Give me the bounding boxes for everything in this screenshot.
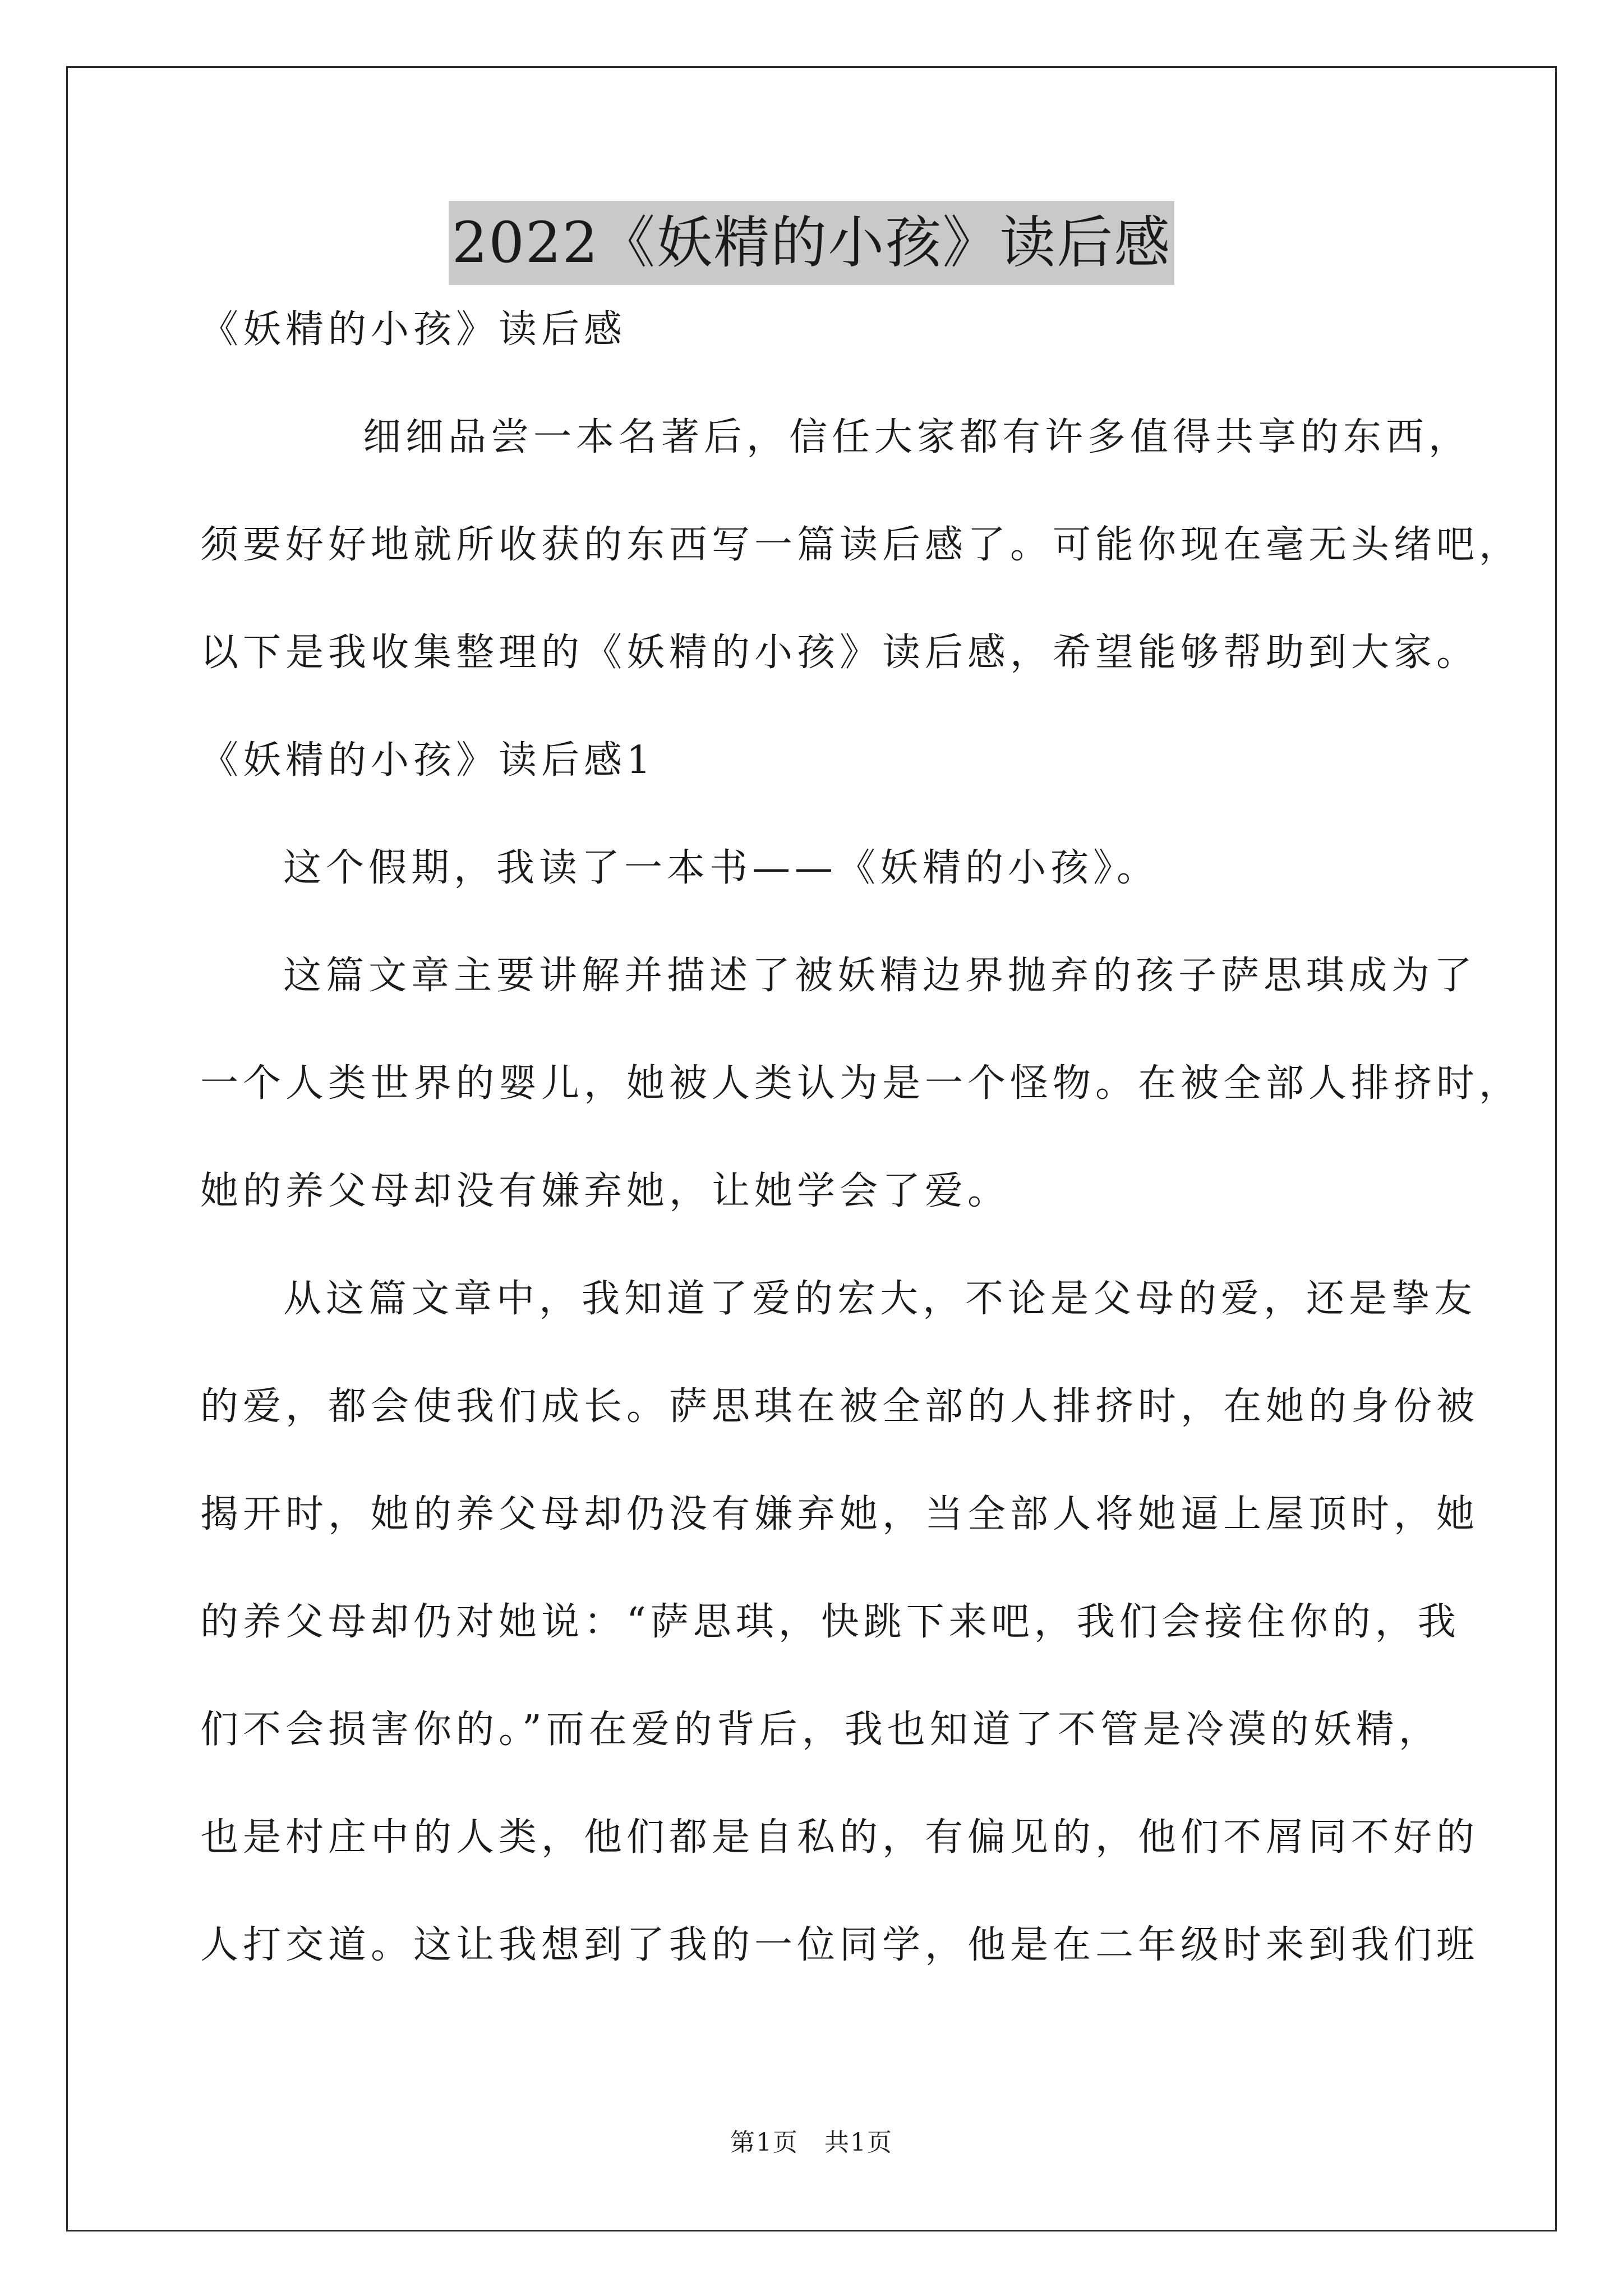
subtitle-line: 《妖精的小孩》读后感 — [200, 307, 627, 352]
text-line: 一个人类世界的婴儿，她被人类认为是一个怪物。在被全部人排挤时， — [200, 1061, 1522, 1106]
document-title: 2022《妖精的小孩》读后感 — [449, 201, 1175, 285]
text-line: 的爱，都会使我们成长。萨思琪在被全部的人排挤时，在她的身份被 — [200, 1384, 1479, 1429]
text-line: 们不会损害你的。”而在爱的背后，我也知道了不管是冷漠的妖精， — [200, 1708, 1441, 1752]
text-line: 也是村庄中的人类，他们都是自私的，有偏见的，他们不屑同不好的 — [200, 1815, 1479, 1860]
text-line: 以下是我收集整理的《妖精的小孩》读后感，希望能够帮助到大家。 — [200, 631, 1479, 675]
text-line: 须要好好地就所收获的东西写一篇读后感了。可能你现在毫无头绪吧， — [200, 523, 1522, 567]
text-line: 细细品尝一本名著后，信任大家都有许多值得共享的东西， — [363, 415, 1472, 459]
text-line: 她的养父母却没有嫌弃她，让她学会了爱。 — [200, 1169, 1011, 1213]
page-footer: 第1页 共1页 — [730, 2128, 893, 2157]
text-line: 从这篇文章中，我知道了爱的宏大，不论是父母的爱，还是挚友 — [283, 1277, 1477, 1321]
document-body — [200, 307, 1522, 2031]
section-heading: 《妖精的小孩》读后感1 — [200, 738, 656, 783]
text-line: 的养父母却仍对她说：“萨思琪，快跳下来吧，我们会接住你的，我 — [200, 1600, 1460, 1644]
title-area — [0, 201, 1623, 285]
text-line: 这篇文章主要讲解并描述了被妖精边界抛弃的孩子萨思琪成为了 — [283, 954, 1477, 998]
text-line: 揭开时，她的养父母却仍没有嫌弃她，当全部人将她逼上屋顶时，她 — [200, 1492, 1479, 1536]
text-line: 人打交道。这让我想到了我的一位同学，他是在二年级时来到我们班 — [200, 1923, 1479, 1967]
text-line: 这个假期，我读了一本书——《妖精的小孩》。 — [283, 846, 1160, 890]
